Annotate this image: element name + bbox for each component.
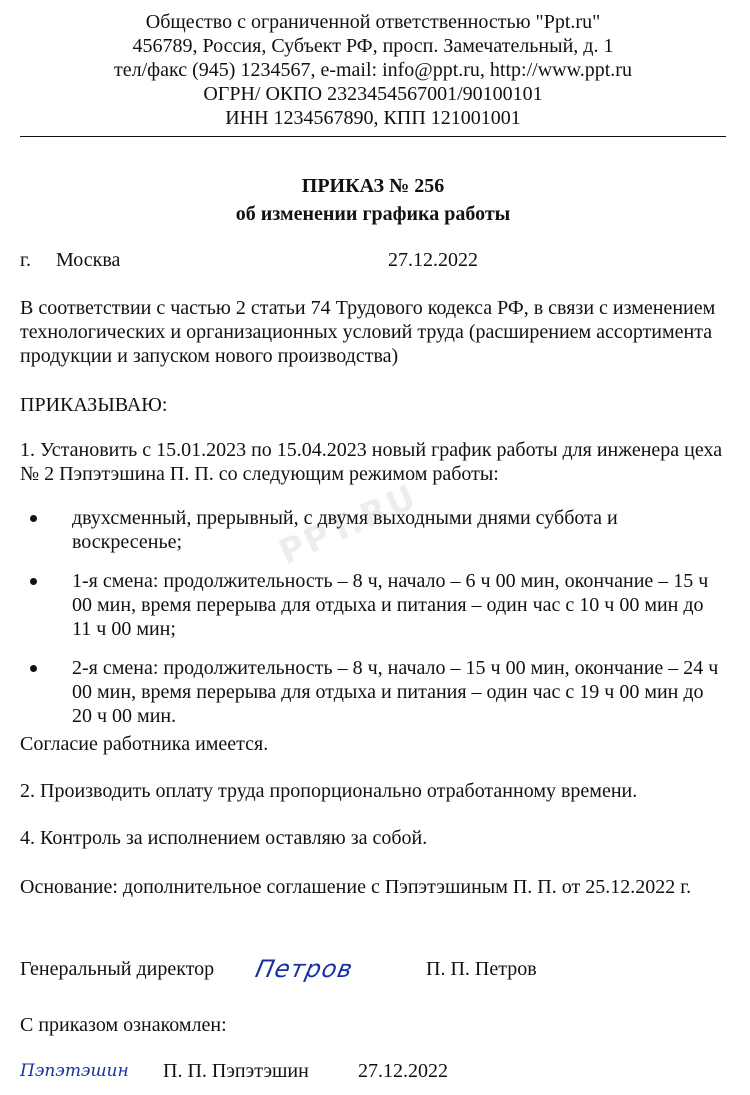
order-item-4: 4. Контроль за исполнением оставляю за собой. bbox=[20, 827, 428, 849]
director-signature-row bbox=[20, 953, 726, 985]
employee-name: П. П. Пэпэтэшин bbox=[163, 1060, 309, 1082]
order-subtitle: об изменении графика работы bbox=[235, 203, 511, 225]
header-divider bbox=[20, 136, 726, 137]
employee-signature: Пэпэтэшин bbox=[20, 1061, 129, 1081]
employee-signature-row bbox=[20, 1055, 726, 1087]
director-signature: Петров bbox=[253, 955, 356, 983]
order-title: ПРИКАЗ № 256 bbox=[301, 175, 445, 197]
order-title-block bbox=[20, 172, 726, 228]
list-item bbox=[20, 569, 726, 641]
list-item-text: 1-я смена: продолжительность – 8 ч, начало – 6 ч 00 мин, окончание – 15 ч 00 мин, время перерыва для отдыха и питания – один час с 10 ч 00 мин до 11 ч 00 мин; bbox=[72, 570, 709, 640]
company-name: Общество с ограниченной ответственностью "Ppt.ru" bbox=[145, 11, 601, 33]
bullet-icon bbox=[30, 578, 37, 585]
bullet-icon bbox=[30, 515, 37, 522]
company-header bbox=[20, 10, 726, 130]
order-item-2: 2. Производить оплату труда пропорционально отработанному времени. bbox=[20, 780, 638, 802]
order-word: ПРИКАЗЫВАЮ: bbox=[20, 394, 168, 416]
director-name: П. П. Петров bbox=[426, 958, 537, 980]
preamble-paragraph: В соответствии с частью 2 статьи 74 Трудового кодекса РФ, в связи с изменением технологических и организационных условий труда (расширением ассортимента продукции и запуском нового производства) bbox=[20, 297, 716, 367]
company-contacts: тел/факс (945) 1234567, e-mail: info@ppt.ru, http://www.ppt.ru bbox=[114, 59, 632, 81]
list-item bbox=[20, 506, 726, 554]
company-ogrn-okpo: ОГРН/ ОКПО 2323454567001/90100101 bbox=[203, 83, 543, 105]
consent-paragraph: Согласие работника имеется. bbox=[20, 733, 269, 755]
company-inn-kpp: ИНН 1234567890, КПП 121001001 bbox=[225, 107, 521, 129]
list-item-text: двухсменный, прерывный, с двумя выходными днями суббота и воскресенье; bbox=[72, 507, 618, 553]
director-title: Генеральный директор bbox=[20, 958, 215, 980]
city-prefix: г. bbox=[20, 249, 31, 271]
order-item-1: 1. Установить с 15.01.2023 по 15.04.2023 новый график работы для инженера цеха № 2 Пэпэтэшина П. П. со следующим режимом работы: bbox=[20, 439, 723, 485]
watermark: PPT.RU bbox=[273, 476, 424, 574]
company-address: 456789, Россия, Субъект РФ, просп. Замечательный, д. 1 bbox=[132, 35, 614, 57]
list-item bbox=[20, 656, 726, 728]
employee-date: 27.12.2022 bbox=[358, 1060, 448, 1082]
city: Москва bbox=[56, 249, 121, 271]
place-and-date bbox=[20, 246, 726, 274]
order-date: 27.12.2022 bbox=[388, 249, 478, 271]
list-item-text: 2-я смена: продолжительность – 8 ч, начало – 15 ч 00 мин, окончание – 24 ч 00 мин, время перерыва для отдыха и питания – один час с 19 ч 00 мин до 20 ч 00 мин. bbox=[72, 657, 719, 727]
acquainted-label: С приказом ознакомлен: bbox=[20, 1014, 227, 1036]
bullet-icon bbox=[30, 665, 37, 672]
basis-paragraph: Основание: дополнительное соглашение с Пэпэтэшиным П. П. от 25.12.2022 г. bbox=[20, 876, 692, 898]
schedule-list bbox=[20, 506, 726, 743]
